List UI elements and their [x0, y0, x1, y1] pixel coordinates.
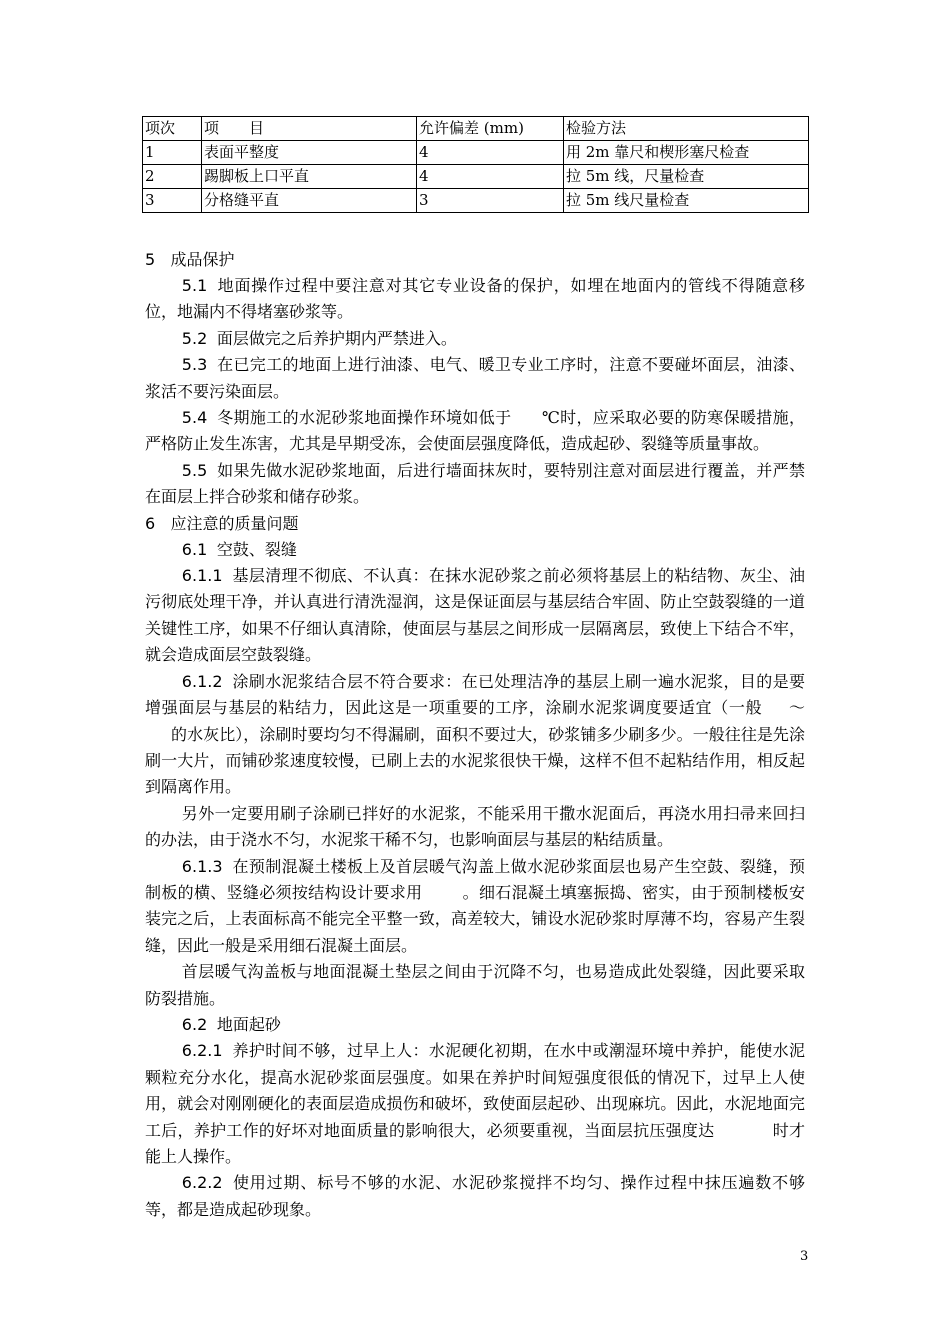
paragraph-5-3: 5.3 在已完工的地面上进行油漆、电气、暖卫专业工序时，注意不要碰坏面层，油漆、浆活不要污染面层。 — [145, 355, 805, 401]
table-cell: 3 — [143, 189, 202, 213]
table-cell: 踢脚板上口平直 — [202, 165, 417, 189]
table-row — [143, 141, 809, 165]
table-header-cell: 检验方法 — [564, 117, 809, 141]
paragraph-6-2-1: 6.2.1 养护时间不够，过早上人：水泥硬化初期，在水中或潮湿环境中养护，能使水泥颗粒充分水化，提高水泥砂浆面层强度。如果在养护时间短强度很低的情况下，过早上人使用，就会对刚刚硬化的表面层造成损伤和破坏，致使面层起砂、出现麻坑。因此，水泥地面完工后，养护工作的好坏对地面质量的影响很大，必须要重视，当面层抗压强度达 时才能上人操作。 — [145, 1041, 805, 1166]
paragraph-5-5: 5.5 如果先做水泥砂浆地面，后进行墙面抹灰时，要特别注意对面层进行覆盖，并严禁在面层上拌合砂浆和储存砂浆。 — [145, 460, 805, 507]
paragraph-6-1-3: 6.1.3 在预制混凝土楼板上及首层暖气沟盖上做水泥砂浆面层也易产生空鼓、裂缝，预制板的横、竖缝必须按结构设计要求用 。细石混凝土填塞振捣、密实，由于预制楼板安装完之后，上表面标高不能完全平整一致，高差较大，铺设水泥砂浆时厚薄不均，容易产生裂缝，因此一般是采用细石混凝土面层。 — [145, 856, 805, 955]
section-heading-5: 5 成品保护 — [145, 250, 235, 269]
table-cell: 4 — [417, 141, 564, 165]
paragraph-6-1-2-continued: 另外一定要用刷子涂刷已拌好的水泥浆，不能采用干撒水泥面后，再浇水用扫帚来回扫的办法，由于浇水不匀，水泥浆干稀不匀，也影响面层与基层的粘结质量。 — [145, 803, 805, 850]
table-cell: 表面平整度 — [202, 141, 417, 165]
table-header-row — [143, 117, 809, 141]
table-cell: 4 — [417, 165, 564, 189]
table-cell: 2 — [143, 165, 202, 189]
paragraph-5-2: 5.2 面层做完之后养护期内严禁进入。 — [181, 328, 457, 348]
subheading-6-1: 6.1 空鼓、裂缝 — [181, 539, 297, 559]
table-cell: 分格缝平直 — [202, 189, 417, 213]
table-cell: 1 — [143, 141, 202, 165]
subheading-6-2: 6.2 地面起砂 — [181, 1014, 281, 1034]
paragraph-6-1-3-continued: 首层暖气沟盖板与地面混凝土垫层之间由于沉降不匀，也易造成此处裂缝，因此要采取防裂措施。 — [145, 962, 805, 1008]
paragraph-6-1-1: 6.1.1 基层清理不彻底、不认真：在抹水泥砂浆之前必须将基层上的粘结物、灰尘、油污彻底处理干净，并认真进行清洗湿润，这是保证面层与基层结合牢固、防止空鼓裂缝的一道关键性工序，如果不仔细认真清除，使面层与基层之间形成一层隔离层，致使上下结合不牢，就会造成面层空鼓裂缝。 — [145, 566, 805, 665]
table-header-cell: 允许偏差 (mm) — [417, 117, 564, 141]
paragraph-6-1-2: 6.1.2 涂刷水泥浆结合层不符合要求：在已处理洁净的基层上刷一遍水泥浆，目的是要增强面层与基层的粘结力，因此这是一项重要的工序，涂刷水泥浆调度要适宜（一般 ～的水灰比），涂刷时要均匀不得漏刷，面积不要过大，砂浆铺多少刷多少。一般往往是先涂刷一大片，而铺砂浆速度较慢，已刷上去的水泥浆很快干燥，这样不但不起粘结作用，相反起到隔离作用。 — [145, 671, 805, 797]
tolerance-table — [142, 116, 809, 213]
table-row — [143, 165, 809, 189]
table-header-cell: 项 目 — [202, 117, 417, 141]
table-header-cell: 项次 — [143, 117, 202, 141]
paragraph-6-2-2: 6.2.2 使用过期、标号不够的水泥、水泥砂浆搅拌不均匀、操作过程中抹压遍数不够等，都是造成起砂现象。 — [145, 1173, 805, 1219]
section-heading-6: 6 应注意的质量问题 — [145, 513, 299, 533]
paragraph-5-4: 5.4 冬期施工的水泥砂浆地面操作环境如低于 ℃时，应采取必要的防寒保暖措施，严格防止发生冻害，尤其是早期受冻，会使面层强度降低，造成起砂、裂缝等质量事故。 — [145, 408, 805, 454]
table-row — [143, 189, 809, 213]
table-cell: 拉 5m 线，尺量检查 — [564, 165, 809, 189]
table-cell: 3 — [417, 189, 564, 213]
document-body — [145, 247, 805, 1223]
table-cell: 用 2m 靠尺和楔形塞尺检查 — [564, 141, 809, 165]
table-cell: 拉 5m 线尺量检查 — [564, 189, 809, 213]
paragraph-5-1: 5.1 地面操作过程中要注意对其它专业设备的保护，如埋在地面内的管线不得随意移位，地漏内不得堵塞砂浆等。 — [145, 276, 805, 322]
page-number: 3 — [800, 1249, 809, 1264]
